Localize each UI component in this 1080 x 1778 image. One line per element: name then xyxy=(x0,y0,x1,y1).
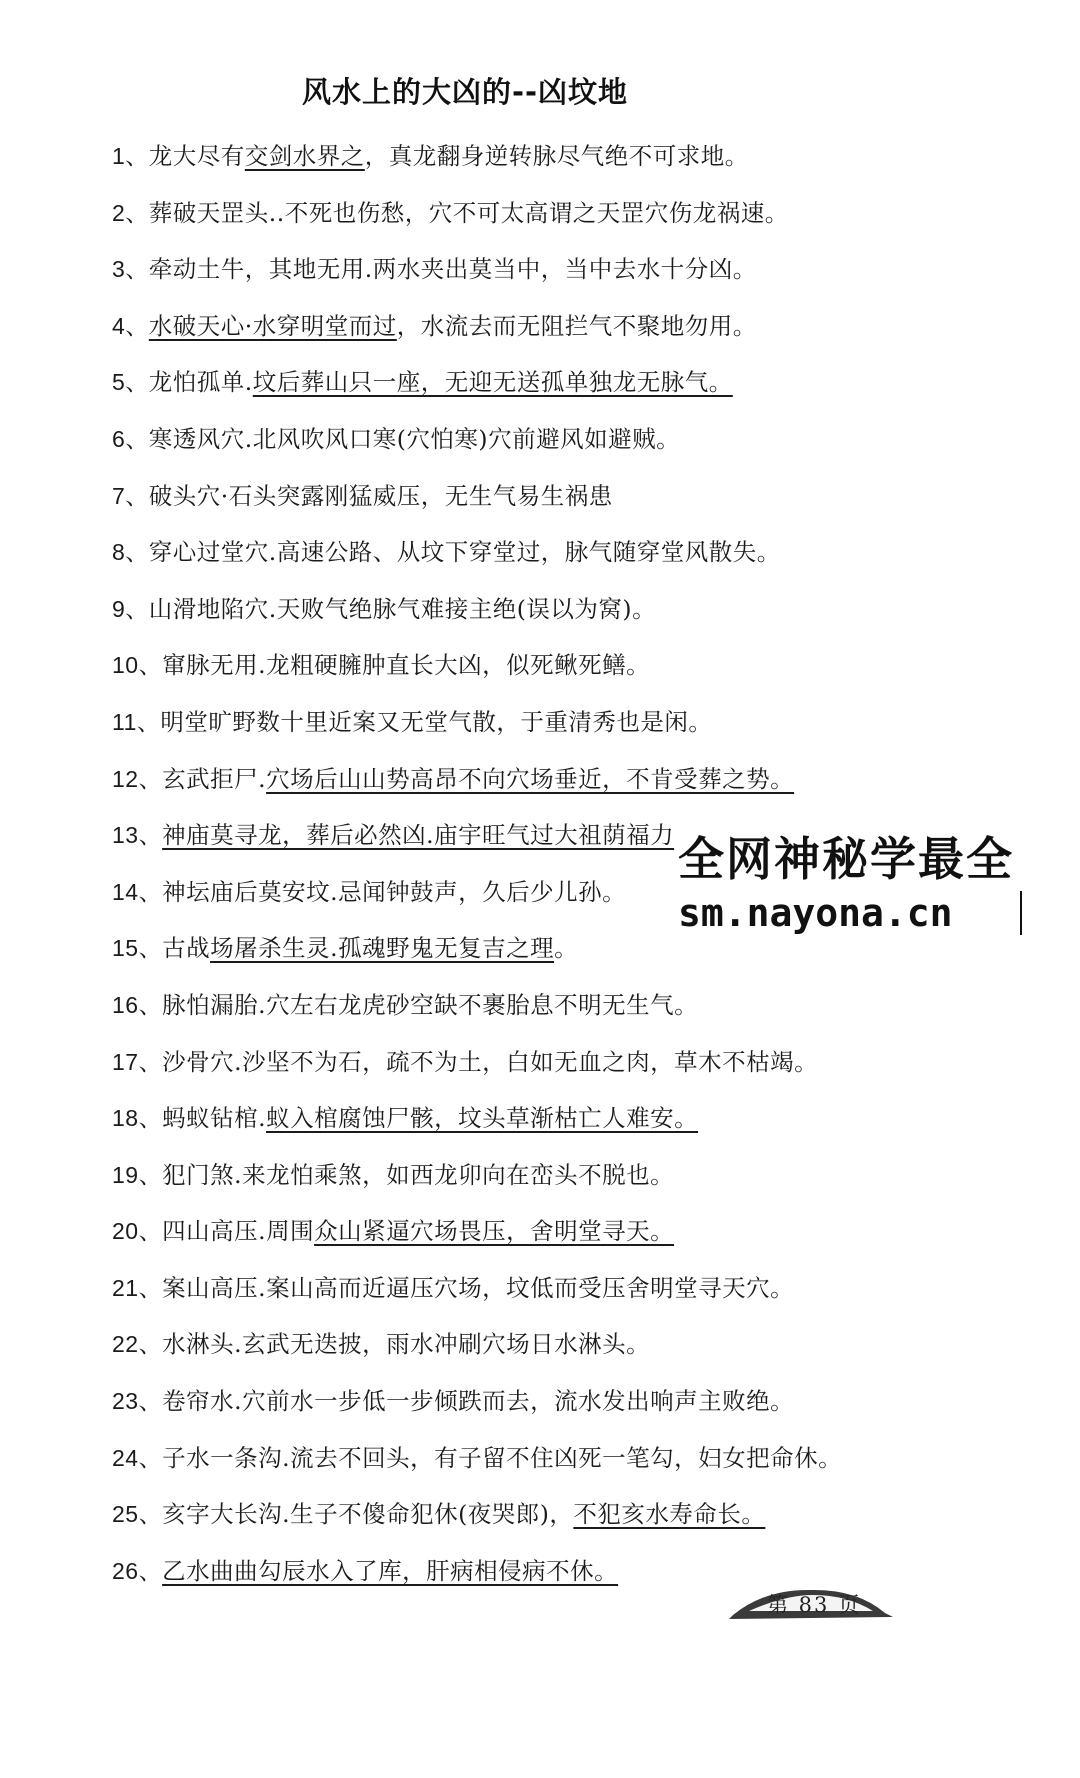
item-text-underlined: 场屠杀生灵.孤魂野鬼无复吉之理 xyxy=(210,934,555,963)
item-number: 26、 xyxy=(112,1557,163,1584)
item-number: 14、 xyxy=(112,878,163,905)
item-text: 案山高压.案山高而近逼压穴场，坟低而受压舍明堂寻天穴。 xyxy=(162,1273,795,1302)
list-item xyxy=(112,1160,1012,1217)
list-item xyxy=(112,1329,1012,1386)
list-item xyxy=(112,990,1012,1047)
item-text-underlined: 穴场后山山势高昂不向穴场垂近，不肯受葬之势。 xyxy=(266,764,795,793)
item-text: 牵动土牛，其地无用.两水夹出莫当中，当中去水十分凶。 xyxy=(148,255,757,284)
watermark xyxy=(678,823,1080,947)
item-text: 沙骨穴.沙坚不为石，疏不为土，白如无血之肉，草木不枯竭。 xyxy=(162,1047,819,1076)
list-item xyxy=(112,1386,1012,1443)
item-text: ，水流去而无阻拦气不聚地勿用。 xyxy=(396,311,757,340)
item-text: 山滑地陷穴.天败气绝脉气难接主绝(误以为窝)。 xyxy=(148,594,657,623)
item-text-underlined: 神庙莫寻龙，葬后必然凶.庙宇旺气过大祖荫福力 xyxy=(162,821,675,850)
list-item xyxy=(112,367,1012,424)
watermark-line1: 全网神秘学最全 xyxy=(678,832,1014,886)
item-number: 24、 xyxy=(112,1444,163,1471)
item-text: 。 xyxy=(554,934,579,963)
item-number: 5、 xyxy=(112,369,149,396)
item-text: 四山高压.周围 xyxy=(162,1217,315,1246)
item-text: 葬破天罡头..不死也伤愁，穴不可太高谓之天罡穴伤龙祸速。 xyxy=(148,198,789,227)
list-item xyxy=(112,141,1012,198)
item-text: 古战 xyxy=(162,934,211,963)
item-text: 犯门煞.来龙怕乘煞，如西龙卯向在峦头不脱也。 xyxy=(162,1160,675,1189)
item-text: 龙怕孤单. xyxy=(148,368,253,397)
list-item xyxy=(112,1499,1012,1556)
list-item xyxy=(112,481,1012,538)
item-text: 破头穴·石头突露刚猛威压，无生气易生祸患 xyxy=(148,481,613,510)
list-item xyxy=(112,198,1012,255)
list-item xyxy=(112,650,1012,707)
item-number: 22、 xyxy=(112,1331,163,1358)
item-text: 龙大尽有 xyxy=(148,142,245,170)
item-number: 2、 xyxy=(112,199,149,226)
page-number-badge xyxy=(725,1585,900,1621)
list-item xyxy=(112,594,1012,651)
item-number: 10、 xyxy=(112,652,163,679)
list-item xyxy=(112,424,1012,481)
item-text-underlined: 坟后葬山只一座，无迎无送孤单独龙无脉气。 xyxy=(252,368,733,397)
list-item xyxy=(112,311,1012,368)
item-number: 7、 xyxy=(112,482,149,509)
item-number: 13、 xyxy=(112,822,163,849)
item-number: 9、 xyxy=(112,595,149,622)
item-number: 4、 xyxy=(112,312,149,339)
item-number: 23、 xyxy=(112,1388,163,1415)
item-number: 17、 xyxy=(112,1048,163,1075)
item-text: 脉怕漏胎.穴左右龙虎砂空缺不裹胎息不明无生气。 xyxy=(162,990,699,1019)
item-number: 18、 xyxy=(112,1105,163,1132)
item-text: 亥字大长沟.生子不傻命犯休(夜哭郎)， xyxy=(162,1500,574,1529)
item-text: 水淋头.玄武无迭披，雨水冲刷穴场日水淋头。 xyxy=(162,1330,651,1359)
item-text: 穿心过堂穴.高速公路、从坟下穿堂过，脉气随穿堂风散失。 xyxy=(148,538,781,567)
item-number: 3、 xyxy=(112,256,149,283)
list-item xyxy=(112,1103,1012,1160)
item-number: 21、 xyxy=(112,1274,163,1301)
item-text: 玄武拒尸. xyxy=(162,764,267,793)
list-item xyxy=(112,1443,1012,1500)
item-number: 25、 xyxy=(112,1501,163,1528)
item-number: 20、 xyxy=(112,1218,163,1245)
item-number: 12、 xyxy=(112,765,163,792)
item-text: 神坛庙后莫安坟.忌闻钟鼓声，久后少儿孙。 xyxy=(162,877,627,906)
watermark-url: sm.nayona.cn xyxy=(678,891,953,935)
item-number: 8、 xyxy=(112,539,149,566)
item-text: 卷帘水.穴前水一步低一步倾跌而去，流水发出响声主败绝。 xyxy=(162,1387,795,1416)
item-text-underlined: 蚁入棺腐蚀尸骸，坟头草渐枯亡人难安。 xyxy=(266,1104,699,1133)
text-caret xyxy=(1020,891,1022,935)
page-number: 第 83 页 xyxy=(767,1593,862,1617)
item-text-underlined: 不犯亥水寿命长。 xyxy=(573,1500,766,1529)
item-text: 明堂旷野数十里近案又无堂气散，于重清秀也是闲。 xyxy=(160,707,713,736)
page-title: 风水上的大凶的--凶坟地 xyxy=(301,75,629,109)
item-number: 1、 xyxy=(112,143,149,169)
item-text: 蚂蚁钻棺. xyxy=(162,1104,267,1133)
item-number: 15、 xyxy=(112,935,163,962)
item-text: 寒透风穴.北风吹风口寒(穴怕寒)穴前避风如避贼。 xyxy=(148,424,681,453)
list-item xyxy=(112,1216,1012,1273)
item-text-underlined: 交剑水界之 xyxy=(244,142,365,170)
item-text: ，真龙翻身逆转脉尽气绝不可求地。 xyxy=(364,142,749,170)
item-text: 子水一条沟.流去不回头，有子留不住凶死一笔勾，妇女把命休。 xyxy=(162,1443,843,1472)
list-item xyxy=(112,1047,1012,1104)
list-item xyxy=(112,707,1012,764)
item-number: 11、 xyxy=(112,708,161,735)
item-number: 6、 xyxy=(112,425,149,452)
list-item xyxy=(112,254,1012,311)
list-item xyxy=(112,1273,1012,1330)
item-text-underlined: 水破天心·水穿明堂而过 xyxy=(148,311,397,340)
item-number: 16、 xyxy=(112,991,163,1018)
list-item xyxy=(112,764,1012,821)
item-text: 窜脉无用.龙粗硬臃肿直长大凶，似死鳅死鳝。 xyxy=(162,651,651,680)
item-text-underlined: 众山紧逼穴场畏压，舍明堂寻天。 xyxy=(314,1217,675,1246)
item-number: 19、 xyxy=(112,1161,163,1188)
item-text-underlined: 乙水曲曲勾辰水入了库，肝病相侵病不休。 xyxy=(162,1556,619,1585)
list-item xyxy=(112,537,1012,594)
